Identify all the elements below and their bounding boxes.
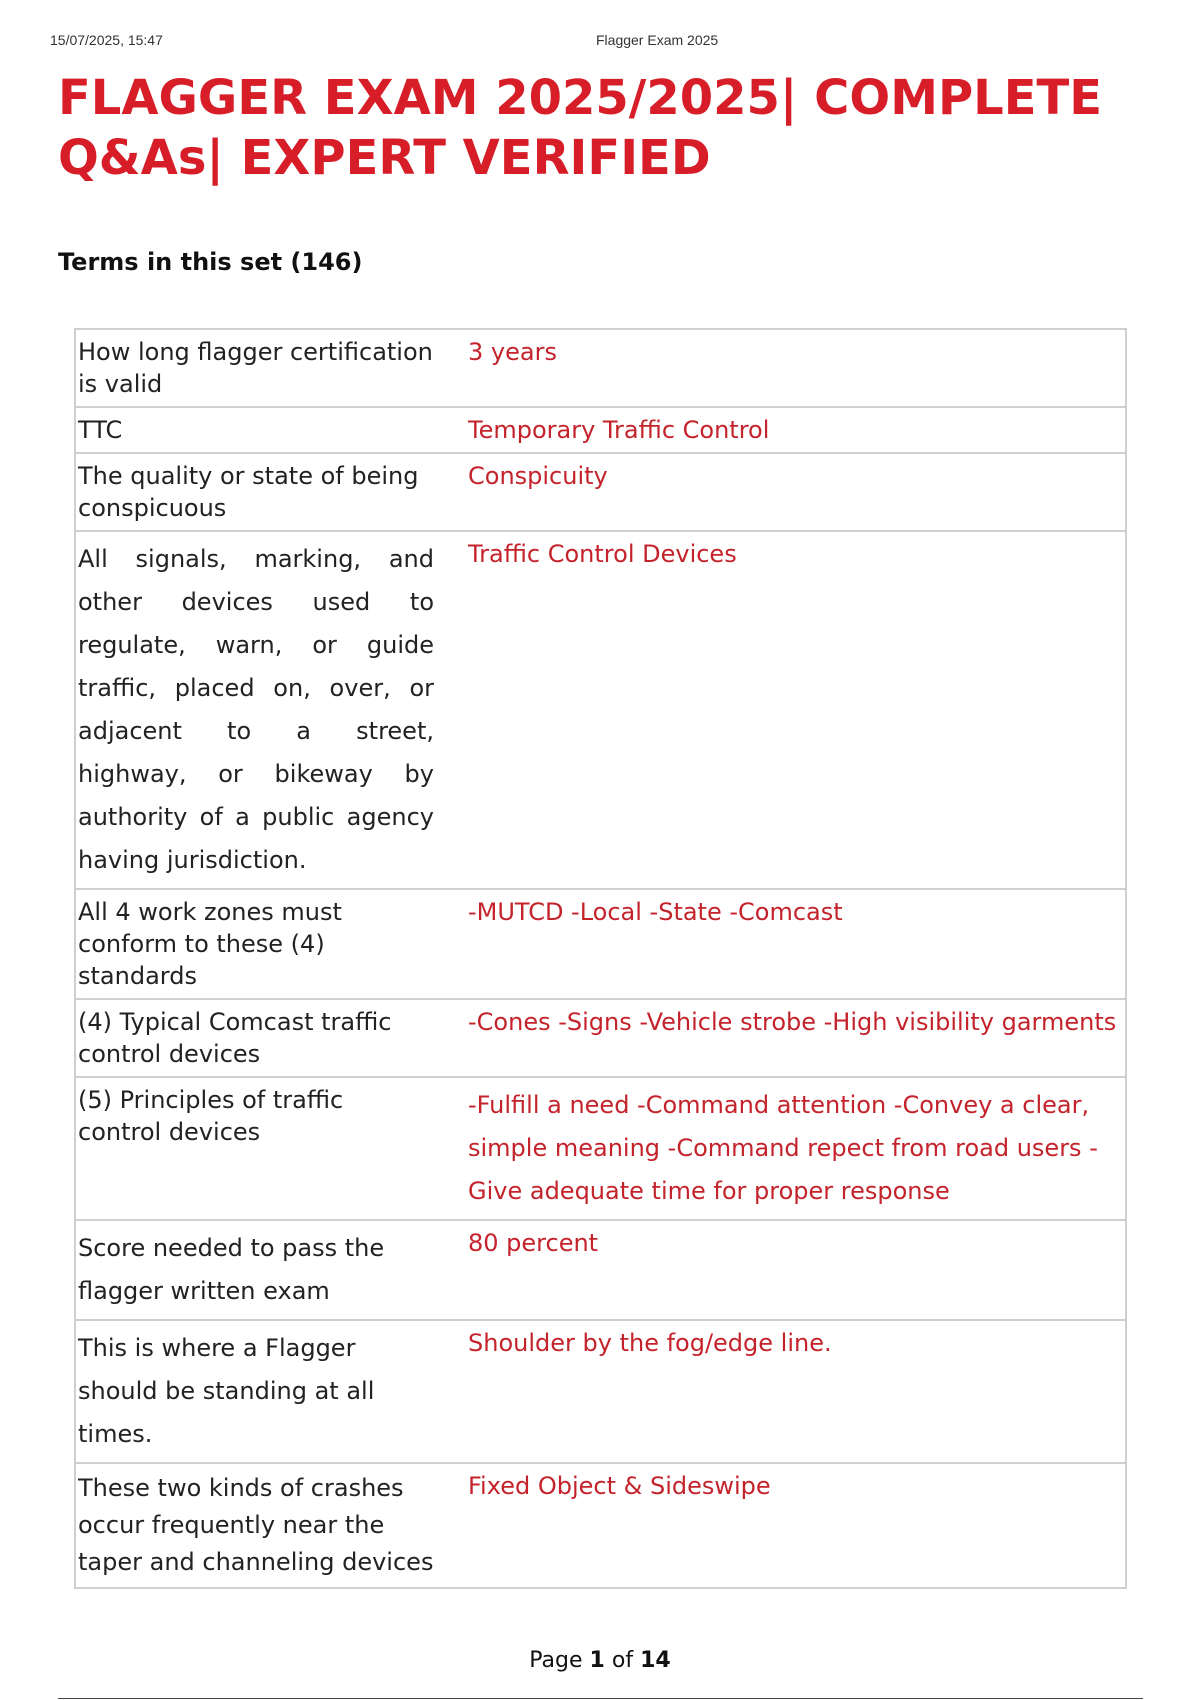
table-row	[75, 1077, 1126, 1220]
table-row	[75, 453, 1126, 531]
definition-cell: Conspicuity	[438, 453, 1126, 531]
definition-cell: Fixed Object & Sideswipe	[438, 1463, 1126, 1588]
term-cell: (4) Typical Comcast traffic control devices	[75, 999, 438, 1077]
print-date: 15/07/2025, 15:47	[50, 32, 163, 48]
print-title: Flagger Exam 2025	[596, 32, 719, 48]
term-cell: TTC	[75, 407, 438, 453]
terms-table	[74, 328, 1127, 1589]
document-title	[58, 68, 1158, 188]
bottom-divider	[58, 1698, 1143, 1699]
table-row	[75, 329, 1126, 407]
term-cell: The quality or state of being conspicuous	[75, 453, 438, 531]
page-label: Page	[529, 1648, 583, 1673]
term-cell: This is where a Flagger should be standing at all times.	[75, 1320, 438, 1463]
term-cell: How long flagger certification is valid	[75, 329, 438, 407]
definition-cell: Temporary Traffic Control	[438, 407, 1126, 453]
definition-cell: 3 years	[438, 329, 1126, 407]
table-row	[75, 1320, 1126, 1463]
definition-cell: -Cones -Signs -Vehicle strobe -High visibility garments	[438, 999, 1126, 1077]
table-row	[75, 1463, 1126, 1588]
document-title-line2: Q&As| EXPERT VERIFIED	[58, 130, 711, 186]
table-row	[75, 999, 1126, 1077]
term-cell: Score needed to pass the flagger written exam	[75, 1220, 438, 1320]
table-row	[75, 407, 1126, 453]
definition-cell: Shoulder by the fog/edge line.	[438, 1320, 1126, 1463]
table-row	[75, 531, 1126, 889]
term-cell: These two kinds of crashes occur frequently near the taper and channeling devices	[75, 1463, 438, 1588]
page-current: 1	[589, 1648, 605, 1673]
term-cell: All signals, marking, and other devices used to regulate, warn, or guide traffic, placed on, over, or adjacent to a street, highway, or bikeway by authority of a public agency having jurisdiction.	[75, 531, 438, 889]
term-cell: All 4 work zones must conform to these (4) standards	[75, 889, 438, 999]
definition-cell: -MUTCD -Local -State -Comcast	[438, 889, 1126, 999]
page-footer	[0, 1648, 1200, 1673]
table-row	[75, 1220, 1126, 1320]
definition-cell: 80 percent	[438, 1220, 1126, 1320]
page-total: 14	[640, 1648, 671, 1673]
of-label: of	[611, 1648, 634, 1673]
table-row	[75, 889, 1126, 999]
definition-cell: Traffic Control Devices	[438, 531, 1126, 889]
term-cell: (5) Principles of traffic control devices	[75, 1077, 438, 1220]
terms-heading: Terms in this set (146)	[58, 248, 363, 276]
print-header	[50, 32, 1150, 52]
document-title-line1: FLAGGER EXAM 2025/2025| COMPLETE	[58, 70, 1103, 126]
definition-cell: -Fulfill a need -Command attention -Convey a clear, simple meaning -Command repect from road users -Give adequate time for proper response	[438, 1077, 1126, 1220]
